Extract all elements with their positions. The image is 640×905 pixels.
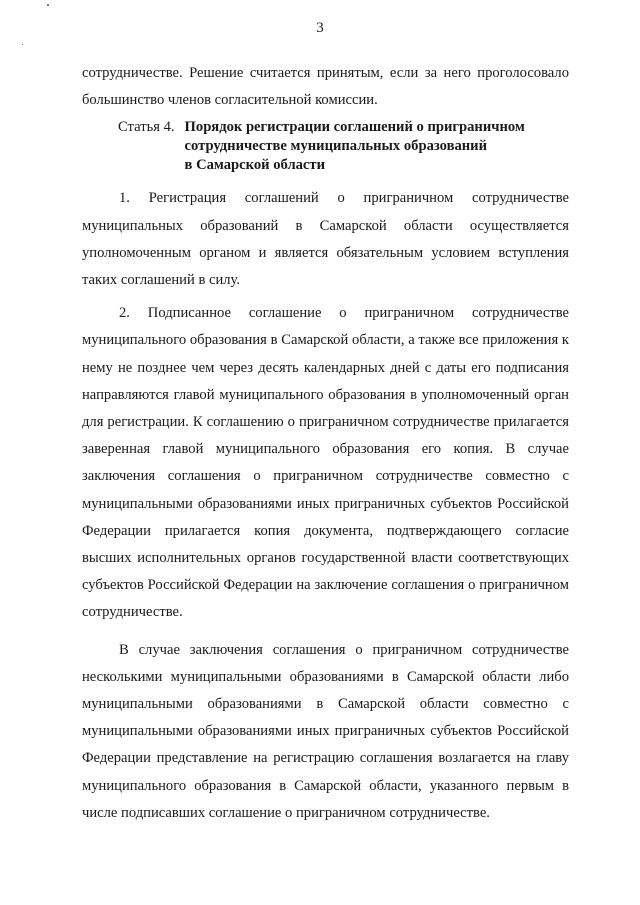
- article-label: Статья 4.: [118, 119, 175, 136]
- page-number: 3: [316, 20, 324, 36]
- article-title-line: Порядок регистрации соглашений о приграничном: [184, 119, 525, 136]
- paragraph-3: В случае заключения соглашения о приграничном сотрудничестве несколькими муниципальными образованиями в Самарской области либо муниципальными образованиями в Самарской области совместно с муниципальными образованиями иных приграничных субъектов Российской Федерации представление на регистрацию соглашения возлагается на главу муниципального образования в Самарской области, указанного первым в числе подписавших соглашение о приграничном сотрудничестве.: [82, 641, 569, 821]
- article-title: [185, 118, 525, 175]
- paragraph-2: 2. Подписанное соглашение о приграничном сотрудничестве муниципального образования в Самарской области, а также все приложения к нему не позднее чем через десять календарных дней с даты его подписания направляются главой муниципального образования в уполномоченный орган для регистрации. К соглашению о приграничном сотрудничестве прилагается заверенная главой муниципального образования его копия. В случае заключения соглашения о приграничном сотрудничестве совместно с муниципальными образованиями иных приграничных субъектов Российской Федерации прилагается копия документа, подтверждающего согласие высших исполнительных органов государственной власти соответствующих субъектов Российской Федерации на заключение соглашения о приграничном сотрудничестве.: [82, 305, 569, 621]
- scan-speck: [22, 44, 23, 45]
- article-title-line: в Самарской области: [184, 157, 325, 174]
- document-body: [82, 60, 569, 827]
- article-heading: [82, 114, 569, 179]
- paragraph-1: 1. Регистрация соглашений о приграничном сотрудничестве муниципальных образований в Самарской области осуществляется уполномоченным органом и является обязательным условием вступления таких соглашений в силу.: [82, 190, 569, 289]
- article-title-line: сотрудничестве муниципальных образований: [184, 138, 487, 155]
- intro-paragraph: сотрудничестве. Решение считается принятым, если за него проголосовало большинство членов согласительной комиссии.: [82, 65, 569, 109]
- scan-speck: [47, 4, 49, 6]
